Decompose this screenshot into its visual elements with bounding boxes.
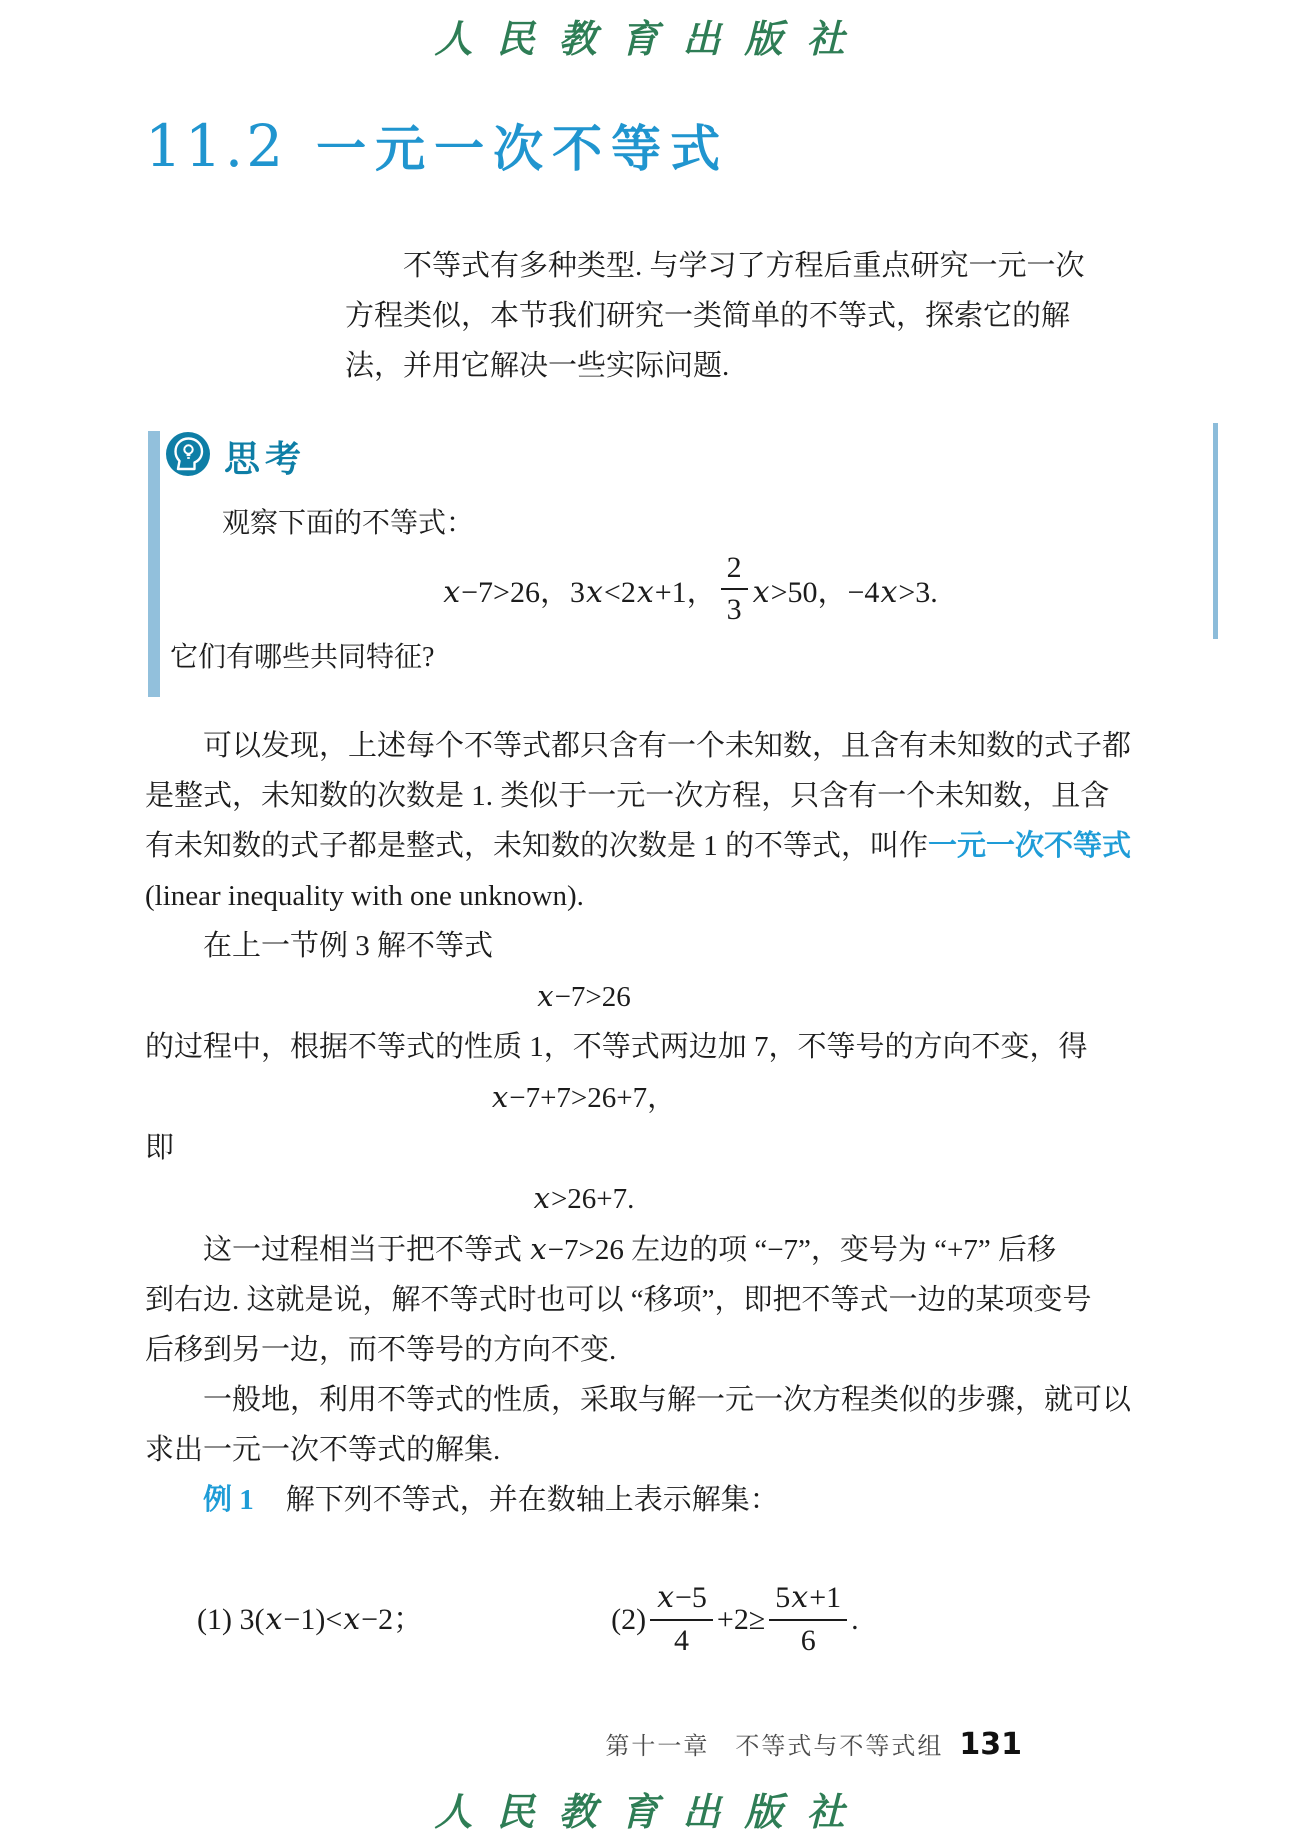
paragraph-line: 求出一元一次不等式的解集.	[145, 1434, 501, 1466]
publisher-logo-bottom: 人民教育出版社	[434, 1789, 869, 1834]
intro-line: 方程类似，本节我们研究一类简单的不等式，探索它的解	[345, 300, 1071, 332]
fraction-two-thirds	[721, 551, 748, 628]
think-left-bar	[148, 431, 160, 697]
fraction-denominator: 3	[726, 593, 742, 626]
think-prompt: 观察下面的不等式：	[222, 508, 475, 539]
think-right-rule	[1213, 423, 1218, 639]
body-text	[145, 721, 1132, 1658]
section-title	[145, 109, 1303, 181]
paragraph-line: 是整式，未知数的次数是 1. 类似于一元一次方程，只含有一个未知数，且含	[145, 780, 1110, 812]
problem-2-middle: +2≥	[716, 1602, 766, 1636]
fraction-numerator: 2	[721, 551, 748, 591]
publisher-logo-top: 人民教育出版社	[434, 16, 869, 61]
paragraph-line: (linear inequality with one unknown).	[145, 880, 584, 912]
paragraph-line: 在上一节例 3 解不等式	[203, 930, 494, 962]
section-title-text: 一元一次不等式	[316, 121, 730, 177]
example-problem-1: (1) 3(x−1)<x−2；	[197, 1601, 424, 1637]
fraction-x-minus-5-over-4	[650, 1581, 713, 1658]
equation-2: x−7+7>26+7，	[491, 1080, 677, 1114]
paragraph-line: 有未知数的式子都是整式，未知数的次数是 1 的不等式，叫作一元一次不等式	[145, 830, 1132, 862]
think-header	[164, 431, 1218, 481]
head-lightbulb-icon	[164, 430, 212, 483]
intro-line: 法，并用它解决一些实际问题.	[345, 350, 730, 382]
paragraph-line: 可以发现，上述每个不等式都只含有一个未知数，且含有未知数的式子都	[203, 730, 1132, 762]
example-problems	[145, 1581, 1022, 1658]
think-question: 它们有哪些共同特征?	[170, 642, 435, 673]
example-label: 例 1	[203, 1484, 254, 1516]
fraction-numerator: 5x+1	[769, 1581, 847, 1621]
paragraph-line: 即	[145, 1132, 175, 1164]
think-box	[148, 429, 1218, 679]
fraction-denominator: 4	[673, 1623, 689, 1657]
key-term: 一元一次不等式	[928, 830, 1132, 862]
fraction-numerator: x−5	[650, 1581, 713, 1621]
intro-line: 不等式有多种类型. 与学习了方程后重点研究一元一次	[403, 250, 1085, 282]
example-intro: 解下列不等式，并在数轴上表示解集：	[285, 1484, 779, 1516]
paragraph-line: 一般地，利用不等式的性质，采取与解一元一次方程类似的步骤，就可以	[203, 1384, 1132, 1416]
paragraph-line: 后移到另一边，而不等号的方向不变.	[145, 1334, 617, 1366]
paragraph-line: 这一过程相当于把不等式 x−7>26 左边的项 “−7”，变号为 “+7” 后移	[203, 1232, 1057, 1266]
page-number: 131	[959, 1727, 1022, 1762]
inequality-group-b: x>50，−4x>3.	[752, 575, 938, 610]
problem-2-period: .	[851, 1602, 859, 1636]
equation-3: x>26+7.	[533, 1181, 635, 1215]
inequality-group-a: x−7>26，3x<2x+1，	[443, 575, 717, 610]
equation-1: x−7>26	[537, 979, 631, 1013]
page-footer	[605, 1726, 1022, 1762]
example-problem-2	[611, 1581, 859, 1658]
think-label: 思考	[224, 438, 307, 479]
fraction-5x-plus-1-over-6	[769, 1581, 847, 1658]
paragraph-line: 到右边. 这就是说，解不等式时也可以 “移项”，即把不等式一边的某项变号	[145, 1284, 1092, 1316]
intro-paragraph	[345, 241, 1085, 391]
paragraph-line: 的过程中，根据不等式的性质 1，不等式两边加 7，不等号的方向不变，得	[145, 1031, 1088, 1063]
problem-2-label: (2)	[611, 1602, 647, 1636]
think-inequalities	[162, 545, 1218, 633]
example-heading	[145, 1475, 1022, 1525]
chapter-title: 第十一章 不等式与不等式组	[605, 1734, 944, 1760]
fraction-denominator: 6	[800, 1623, 816, 1657]
section-number: 11.2	[145, 112, 287, 180]
